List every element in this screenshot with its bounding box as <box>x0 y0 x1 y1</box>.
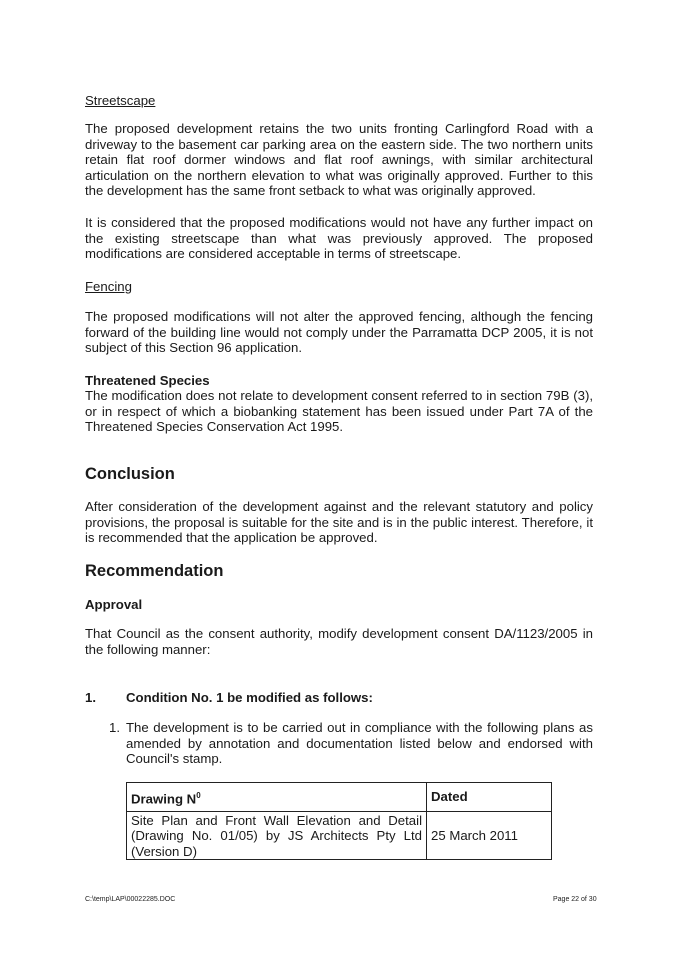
table-header-row <box>127 783 552 812</box>
footer-file-path: C:\temp\LAP\00022285.DOC <box>85 896 176 903</box>
header-drawing-cell <box>127 783 427 812</box>
header-drawing-superscript: 0 <box>196 790 201 800</box>
recommendation-paragraph: That Council as the consent authority, modify development consent DA/1123/2005 in the following manner: <box>85 626 593 657</box>
approval-subheading: Approval <box>85 597 143 612</box>
streetscape-paragraph-1: The proposed development retains the two units fronting Carlingford Road with a driveway to the basement car parking area on the eastern side. The two northern units retain flat roof dormer windows and flat roof awnings, with similar architectural articulation on the northern elevation to what was originally approved. Further to this the development has the same front setback to what was originally approved. <box>85 121 593 199</box>
conclusion-paragraph: After consideration of the development against and the relevant statutory and policy provisions, the proposal is suitable for the site and is in the public interest. Therefore, it is recommended that the application be approved. <box>85 499 593 546</box>
fencing-heading: Fencing <box>85 279 132 294</box>
threatened-species-heading: Threatened Species <box>85 373 210 388</box>
condition-number: 1. <box>85 690 96 705</box>
condition-title: Condition No. 1 be modified as follows: <box>126 690 373 705</box>
recommendation-heading: Recommendation <box>85 562 224 580</box>
condition-item-number: 1. <box>109 720 120 735</box>
conclusion-heading: Conclusion <box>85 465 175 483</box>
footer-page-number: Page 22 of 30 <box>553 896 597 903</box>
condition-item-text: The development is to be carried out in compliance with the following plans as amended by annotation and documentation listed below and endorsed with Council's stamp. <box>126 720 593 767</box>
plans-table <box>126 782 552 860</box>
streetscape-heading: Streetscape <box>85 93 156 108</box>
drawing-cell: Site Plan and Front Wall Elevation and Detail (Drawing No. 01/05) by JS Architects Pty Ltd (Version D) <box>127 812 427 860</box>
fencing-paragraph: The proposed modifications will not alter the approved fencing, although the fencing forward of the building line would not comply under the Parramatta DCP 2005, it is not subject of this Section 96 application. <box>85 309 593 356</box>
threatened-species-paragraph: The modification does not relate to development consent referred to in section 79B (3), or in respect of which a biobanking statement has been issued under Part 7A of the Threatened Species Conservation Act 1995. <box>85 388 593 435</box>
header-drawing: Drawing N <box>131 790 197 806</box>
table-row <box>127 812 552 860</box>
dated-cell: 25 March 2011 <box>427 812 552 860</box>
header-dated: Dated <box>427 783 552 812</box>
streetscape-paragraph-2: It is considered that the proposed modifications would not have any further impact on the existing streetscape than what was previously approved. The proposed modifications are considered acceptable in terms of streetscape. <box>85 215 593 262</box>
